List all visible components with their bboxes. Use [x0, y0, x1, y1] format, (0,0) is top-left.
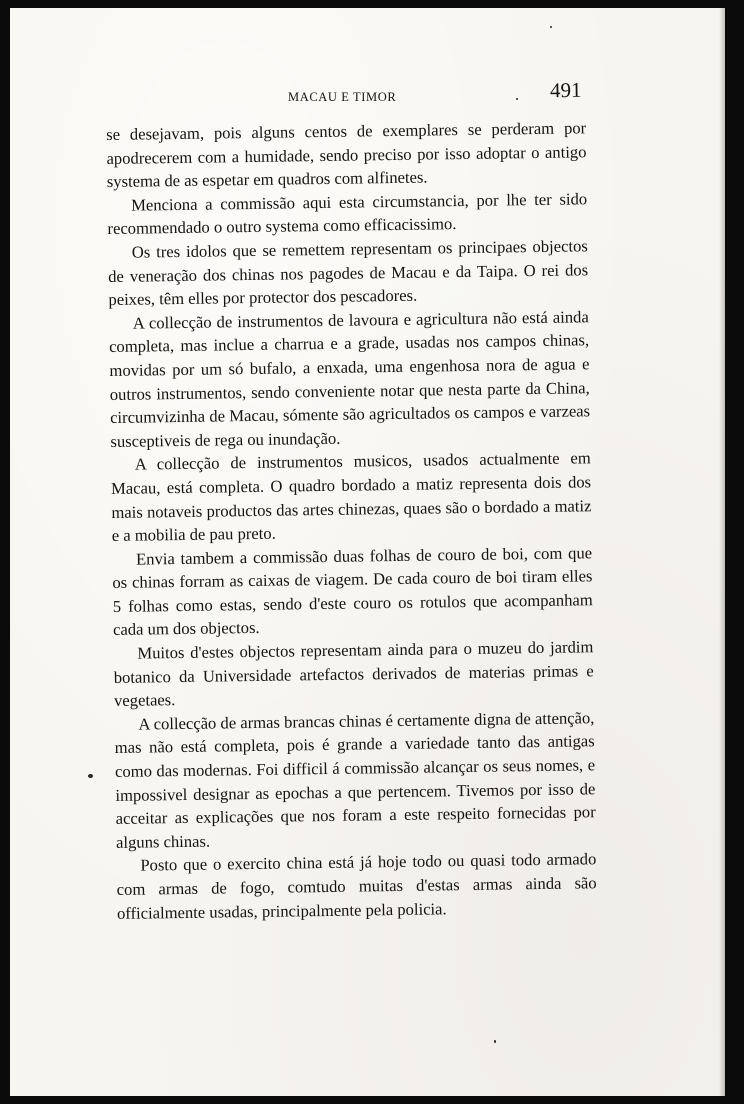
ink-speck	[494, 1040, 496, 1043]
paragraph-2: Menciona a commissão aqui esta circumstancia, por lhe ter sido recommendado o outro systema como efficacissimo.	[107, 189, 588, 239]
ink-speck	[550, 26, 552, 28]
page-number: 491	[549, 77, 582, 103]
paragraph-6: Envia tambem a commissão duas folhas de couro de boi, com que os chinas forram as caixas de viagem. De cada couro de boi tiram elles 5 folhas como estas, sendo d'este couro os rotulos que acompanham cada um dos objectos.	[112, 542, 593, 640]
running-title: MACAU E TIMOR	[288, 90, 397, 104]
ink-speck	[88, 774, 93, 778]
paragraph-3: Os tres idolos que se remettem representam os principaes objectos de veneração dos chinas nos pagodes de Macau e da Taipa. O rei dos peixes, têm elles por protector dos pescadores.	[108, 236, 589, 310]
book-page	[10, 8, 725, 1096]
body-text	[106, 116, 597, 925]
paragraph-8: A collecção de armas brancas chinas é certamente digna de attenção, mas não está completa, pois é grande a variedade tanto das antigas como das modernas. Foi difficil á commissão alcançar os seus nomes, e impossivel designar as epochas a que pertencem. Tivemos por isso de acceitar as explicações que nos foram a este respeito fornecidas por alguns chinas.	[114, 708, 596, 852]
paragraph-4: A collecção de instrumentos de lavoura e agricultura não está ainda completa, mas inclue a charrua e a grade, usadas nos campos chinas, movidas por um só bufalo, a enxada, uma engenhosa nora de agua e outros instrumentos, sendo conveniente notar que nesta parte da China, circumvizinha de Macau, sómente são agricultados os campos e varzeas susceptiveis de rega ou inundação.	[108, 307, 591, 451]
paragraph-5: A collecção de instrumentos musicos, usados actualmente em Macau, está completa. O quadro bordado a matiz representa dois dos mais notaveis productos das artes chinezas, quaes são o bordado a matiz e a mobilia de pau preto.	[110, 448, 592, 546]
paragraph-1: se desejavam, pois alguns centos de exemplares se perderam por apodrecerem com a humidade, sendo preciso por isso adoptar o antigo systema de as espetar em quadros com alfinetes.	[106, 118, 587, 192]
page-header	[10, 78, 725, 108]
ink-speck	[516, 98, 518, 100]
paragraph-9: Posto que o exercito china está já hoje todo ou quasi todo armado com armas de fogo, comtudo muitas d'estas armas ainda são officialmente usadas, principalmente pela policia.	[116, 849, 597, 923]
page-edge-shadow	[719, 8, 725, 1096]
paragraph-7: Muitos d'estes objectos representam ainda para o muzeu do jardim botanico da Universidade artefactos derivados de materias primas e vegetaes.	[113, 637, 594, 711]
